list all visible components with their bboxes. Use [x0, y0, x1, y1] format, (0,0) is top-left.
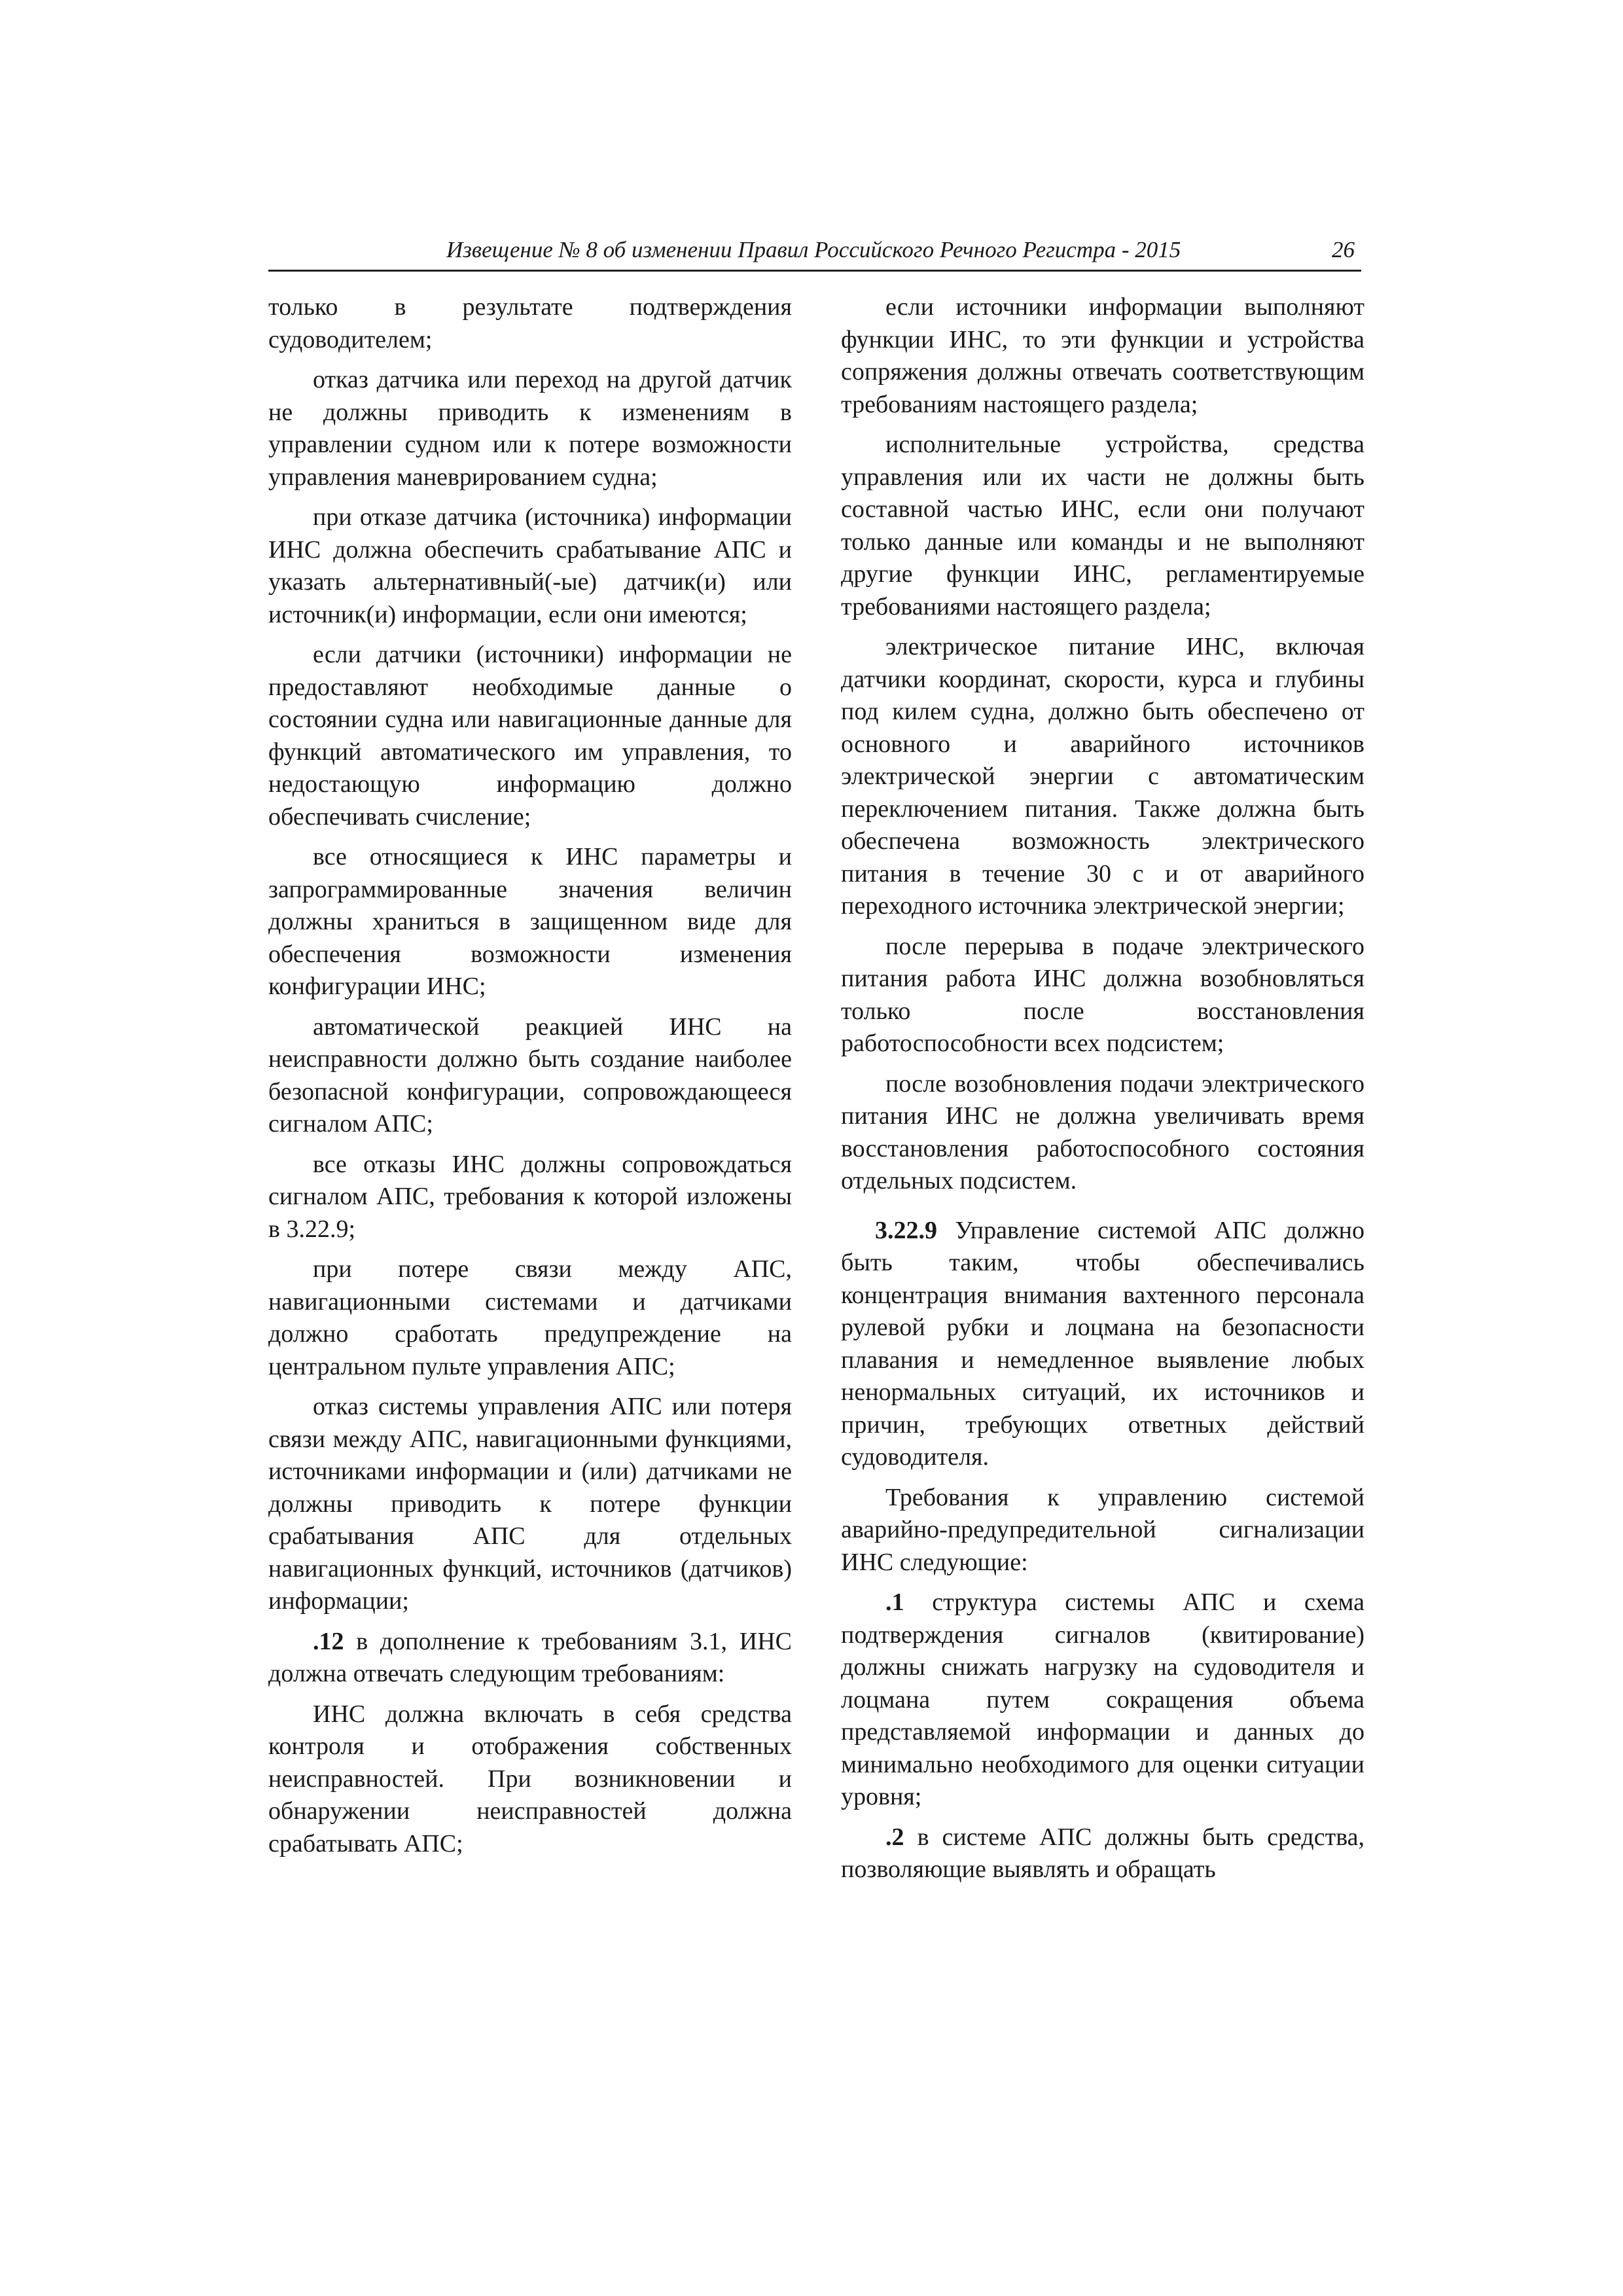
running-header [268, 237, 1361, 272]
item-text: в системе АПС должны быть средства, позволяющие выявлять и обращать [841, 1823, 1365, 1883]
item-number: .12 [313, 1627, 344, 1655]
paragraph: отказ датчика или переход на другой датчик не должны приводить к изменениям в управлении судном или к потере возможности управления маневрированием судна; [268, 366, 792, 491]
paragraph: отказ системы управления АПС или потеря связи между АПС, навигационными функциями, источниками информации и (или) датчиками не должны приводить к потере функции срабатывания АПС для отдельных навигационных функций, источников (датчиков) информации; [268, 1393, 792, 1615]
paragraph: исполнительные устройства, средства управления или их части не должны быть составной частью ИНС, если они получают только данные или команды и не выполняют другие функции ИНС, регламентируемые требованиями настоящего раздела; [841, 431, 1364, 620]
paragraph: электрическое питание ИНС, включая датчики координат, скорости, курса и глубины под килем судна, должно быть обеспечено от основного и аварийного источников электрической энергии с автоматическим переключением питания. Также должна быть обеспечена возможность электрического питания в течение 30 с и от аварийного переходного источника электрической энергии; [841, 633, 1364, 920]
left-column [268, 291, 792, 1868]
paragraph: ИНС должна включать в себя средства контроля и отображения собственных неисправностей. При возникновении и обнаружении неисправностей должна срабатывать АПС; [268, 1700, 792, 1857]
item-text: структура системы АПС и схема подтверждения сигналов (квитирование) должны снижать нагрузку на судоводителя и лоцмана путем сокращения объема представляемой информации и данных до минимально необходимого для оценки ситуации уровня; [841, 1588, 1364, 1810]
section-paragraph [841, 1215, 1364, 1474]
paragraph: после перерыва в подаче электрического питания работа ИНС должна возобновляться только после восстановления работоспособности всех подсистем; [841, 932, 1364, 1057]
paragraph: автоматической реакцией ИНС на неисправности должно быть создание наиболее безопасной конфигурации, сопровождающееся сигналом АПС; [268, 1013, 792, 1138]
section-number: 3.22.9 [875, 1216, 937, 1244]
paragraph: все относящиеся к ИНС параметры и запрограммированные значения величин должны храниться в защищенном виде для обеспечения возможности изменения конфигурации ИНС; [268, 843, 792, 1000]
numbered-paragraph [841, 1587, 1364, 1814]
paragraph: если датчики (источники) информации не предоставляют необходимые данные о состоянии судна или навигационные данные для функций автоматического им управления, то недостающую информацию должно обеспечивать счисление; [268, 641, 792, 831]
paragraph: после возобновления подачи электрического питания ИНС не должна увеличивать время восстановления работоспособного состояния отдельных подсистем. [841, 1069, 1364, 1194]
paragraph: все отказы ИНС должны сопровождаться сигналом АПС, требования к которой изложены в 3.22.9; [268, 1150, 792, 1243]
item-number: .1 [885, 1588, 904, 1616]
paragraph: только в результате подтверждения судоводителем; [268, 293, 792, 353]
paragraph: при отказе датчика (источника) информации ИНС должна обеспечить срабатывание АПС и указать альтернативный(-ые) датчик(и) или источник(и) информации, если они имеются; [268, 503, 792, 628]
paragraph: если источники информации выполняют функции ИНС, то эти функции и устройства сопряжения должны отвечать соответствующим требованиям настоящего раздела; [841, 293, 1364, 418]
page-number: 26 [1332, 237, 1355, 262]
header-title: Извещение № 8 об изменении Правил Российского Речного Регистра - 2015 [446, 237, 1181, 262]
section-text: Управление системой АПС должно быть таким, чтобы обеспечивались концентрация внимания вахтенного персонала рулевой рубки и лоцмана на безопасности плавания и немедленное выявление любых ненормальных ситуаций, их источников и причин, требующих ответных действий судоводителя. [841, 1216, 1364, 1471]
right-column [841, 291, 1364, 1894]
paragraph: Требования к управлению системой аварийно-предупредительной сигнализации ИНС следующие: [841, 1483, 1364, 1576]
numbered-paragraph [841, 1821, 1364, 1886]
numbered-paragraph [268, 1626, 792, 1691]
paragraph: при потере связи между АПС, навигационными системами и датчиками должно сработать предупреждение на центральном пульте управления АПС; [268, 1255, 792, 1380]
item-number: .2 [885, 1823, 904, 1851]
item-text: в дополнение к требованиям 3.1, ИНС должна отвечать следующим требованиям: [268, 1627, 792, 1687]
